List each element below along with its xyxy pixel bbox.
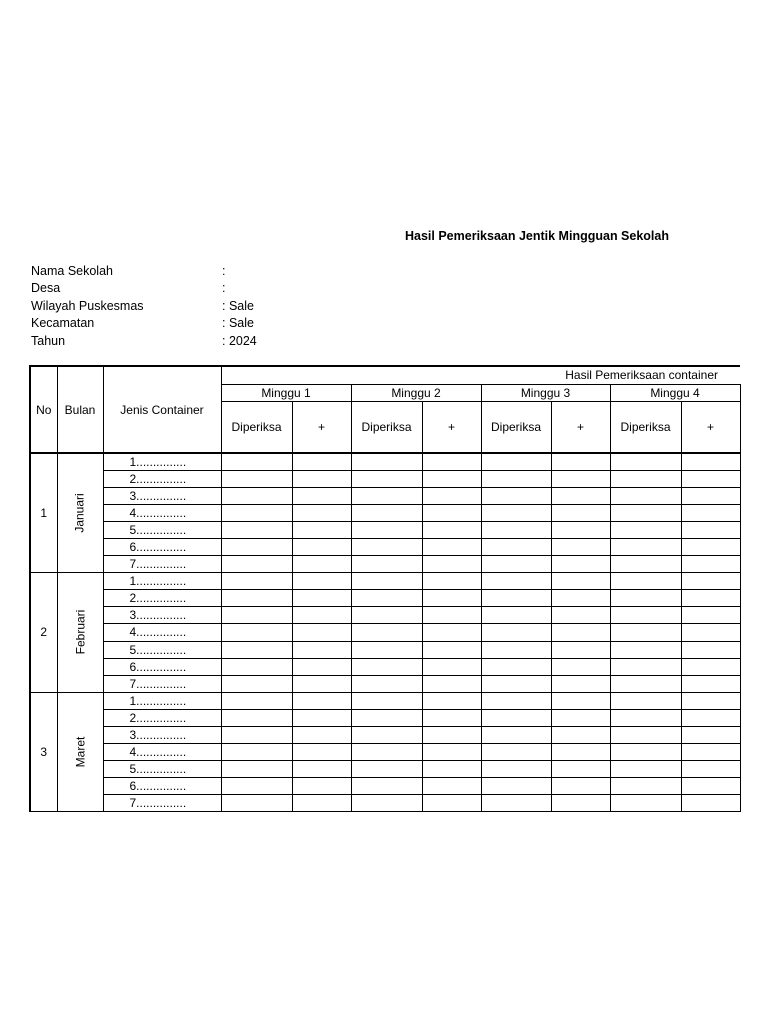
entry-cell[interactable] bbox=[351, 453, 422, 470]
entry-cell[interactable] bbox=[681, 744, 740, 761]
entry-cell[interactable] bbox=[481, 487, 551, 504]
entry-cell[interactable] bbox=[292, 658, 351, 675]
entry-cell[interactable] bbox=[551, 727, 610, 744]
entry-cell[interactable] bbox=[221, 778, 292, 795]
container-item: 3............... bbox=[103, 607, 221, 624]
entry-cell[interactable] bbox=[681, 658, 740, 675]
inspection-table bbox=[29, 365, 741, 812]
container-item: 2............... bbox=[103, 470, 221, 487]
entry-cell[interactable] bbox=[481, 573, 551, 590]
info-label: Tahun bbox=[31, 333, 66, 348]
header-diperiksa: Diperiksa bbox=[610, 401, 681, 453]
entry-cell[interactable] bbox=[221, 453, 292, 470]
table-row bbox=[30, 521, 740, 538]
entry-cell[interactable] bbox=[422, 470, 481, 487]
entry-cell[interactable] bbox=[551, 538, 610, 555]
table-row bbox=[30, 470, 740, 487]
entry-cell[interactable] bbox=[610, 624, 681, 641]
entry-cell[interactable] bbox=[351, 487, 422, 504]
container-item: 4............... bbox=[103, 624, 221, 641]
entry-cell[interactable] bbox=[481, 795, 551, 812]
entry-cell[interactable] bbox=[681, 573, 740, 590]
entry-cell[interactable] bbox=[551, 744, 610, 761]
table-row bbox=[30, 778, 740, 795]
entry-cell[interactable] bbox=[551, 590, 610, 607]
entry-cell[interactable] bbox=[551, 641, 610, 658]
entry-cell[interactable] bbox=[610, 675, 681, 692]
month-name-cell bbox=[57, 453, 103, 573]
info-label: Desa bbox=[31, 281, 61, 296]
entry-cell[interactable] bbox=[422, 727, 481, 744]
container-item: 4............... bbox=[103, 504, 221, 521]
entry-cell[interactable] bbox=[292, 521, 351, 538]
container-item: 3............... bbox=[103, 727, 221, 744]
header-jenis-container: Jenis Container bbox=[103, 366, 221, 453]
table-row bbox=[30, 556, 740, 573]
entry-cell[interactable] bbox=[551, 607, 610, 624]
entry-cell[interactable] bbox=[351, 795, 422, 812]
table-row bbox=[30, 641, 740, 658]
header-positive: + bbox=[292, 401, 351, 453]
table-row bbox=[30, 607, 740, 624]
entry-cell[interactable] bbox=[681, 778, 740, 795]
entry-cell[interactable] bbox=[481, 709, 551, 726]
entry-cell[interactable] bbox=[610, 795, 681, 812]
container-item: 5............... bbox=[103, 761, 221, 778]
container-item: 5............... bbox=[103, 521, 221, 538]
entry-cell[interactable] bbox=[422, 538, 481, 555]
month-name-cell bbox=[57, 573, 103, 693]
entry-cell[interactable] bbox=[292, 624, 351, 641]
entry-cell[interactable] bbox=[422, 709, 481, 726]
header-no: No bbox=[30, 366, 57, 453]
table-row bbox=[30, 761, 740, 778]
entry-cell[interactable] bbox=[481, 590, 551, 607]
entry-cell[interactable] bbox=[551, 795, 610, 812]
entry-cell[interactable] bbox=[422, 744, 481, 761]
entry-cell[interactable] bbox=[292, 607, 351, 624]
table-row bbox=[30, 795, 740, 812]
entry-cell[interactable] bbox=[551, 487, 610, 504]
entry-cell[interactable] bbox=[292, 504, 351, 521]
entry-cell[interactable] bbox=[481, 658, 551, 675]
entry-cell[interactable] bbox=[481, 675, 551, 692]
entry-cell[interactable] bbox=[681, 590, 740, 607]
document-title: Hasil Pemeriksaan Jentik Mingguan Sekolah bbox=[405, 229, 669, 243]
month-number: 1 bbox=[30, 453, 57, 573]
table-row bbox=[30, 624, 740, 641]
entry-cell[interactable] bbox=[292, 675, 351, 692]
table-row bbox=[30, 658, 740, 675]
entry-cell[interactable] bbox=[351, 641, 422, 658]
entry-cell[interactable] bbox=[551, 624, 610, 641]
header-diperiksa: Diperiksa bbox=[351, 401, 422, 453]
container-item: 1............... bbox=[103, 573, 221, 590]
info-row-tahun bbox=[31, 333, 331, 350]
entry-cell[interactable] bbox=[422, 556, 481, 573]
entry-cell[interactable] bbox=[422, 692, 481, 709]
month-name: Januari bbox=[72, 493, 87, 533]
info-row-desa bbox=[31, 280, 331, 297]
info-value: : Sale bbox=[222, 316, 254, 331]
header-diperiksa: Diperiksa bbox=[221, 401, 292, 453]
entry-cell[interactable] bbox=[422, 675, 481, 692]
entry-cell[interactable] bbox=[481, 624, 551, 641]
entry-cell[interactable] bbox=[221, 556, 292, 573]
entry-cell[interactable] bbox=[292, 727, 351, 744]
entry-cell[interactable] bbox=[422, 521, 481, 538]
entry-cell[interactable] bbox=[422, 641, 481, 658]
table-row bbox=[30, 573, 740, 590]
container-item: 1............... bbox=[103, 453, 221, 470]
entry-cell[interactable] bbox=[481, 538, 551, 555]
container-item: 5............... bbox=[103, 641, 221, 658]
entry-cell[interactable] bbox=[351, 778, 422, 795]
container-item: 6............... bbox=[103, 778, 221, 795]
entry-cell[interactable] bbox=[292, 761, 351, 778]
container-item: 1............... bbox=[103, 692, 221, 709]
entry-cell[interactable] bbox=[681, 470, 740, 487]
entry-cell[interactable] bbox=[422, 761, 481, 778]
entry-cell[interactable] bbox=[351, 538, 422, 555]
entry-cell[interactable] bbox=[610, 453, 681, 470]
header-diperiksa: Diperiksa bbox=[481, 401, 551, 453]
entry-cell[interactable] bbox=[681, 795, 740, 812]
entry-cell[interactable] bbox=[292, 453, 351, 470]
entry-cell[interactable] bbox=[221, 675, 292, 692]
header-hasil-pemeriksaan: Hasil Pemeriksaan container bbox=[221, 366, 740, 384]
entry-cell[interactable] bbox=[551, 573, 610, 590]
entry-cell[interactable] bbox=[551, 556, 610, 573]
header-positive: + bbox=[422, 401, 481, 453]
entry-cell[interactable] bbox=[422, 573, 481, 590]
info-label: Wilayah Puskesmas bbox=[31, 298, 144, 313]
header-minggu-3: Minggu 3 bbox=[481, 384, 610, 401]
entry-cell[interactable] bbox=[351, 590, 422, 607]
entry-cell[interactable] bbox=[351, 727, 422, 744]
entry-cell[interactable] bbox=[610, 727, 681, 744]
entry-cell[interactable] bbox=[681, 538, 740, 555]
entry-cell[interactable] bbox=[351, 692, 422, 709]
entry-cell[interactable] bbox=[681, 692, 740, 709]
entry-cell[interactable] bbox=[221, 709, 292, 726]
entry-cell[interactable] bbox=[292, 538, 351, 555]
entry-cell[interactable] bbox=[681, 709, 740, 726]
entry-cell[interactable] bbox=[610, 538, 681, 555]
entry-cell[interactable] bbox=[292, 487, 351, 504]
entry-cell[interactable] bbox=[221, 470, 292, 487]
entry-cell[interactable] bbox=[481, 607, 551, 624]
entry-cell[interactable] bbox=[292, 641, 351, 658]
entry-cell[interactable] bbox=[610, 778, 681, 795]
entry-cell[interactable] bbox=[551, 521, 610, 538]
entry-cell[interactable] bbox=[292, 795, 351, 812]
entry-cell[interactable] bbox=[681, 641, 740, 658]
entry-cell[interactable] bbox=[481, 692, 551, 709]
entry-cell[interactable] bbox=[351, 744, 422, 761]
table-row bbox=[30, 504, 740, 521]
entry-cell[interactable] bbox=[221, 692, 292, 709]
entry-cell[interactable] bbox=[292, 556, 351, 573]
entry-cell[interactable] bbox=[221, 487, 292, 504]
container-item: 3............... bbox=[103, 487, 221, 504]
info-value: : Sale bbox=[222, 298, 254, 313]
entry-cell[interactable] bbox=[221, 521, 292, 538]
entry-cell[interactable] bbox=[551, 761, 610, 778]
entry-cell[interactable] bbox=[221, 607, 292, 624]
entry-cell[interactable] bbox=[221, 727, 292, 744]
entry-cell[interactable] bbox=[681, 727, 740, 744]
info-label: Nama Sekolah bbox=[31, 264, 113, 278]
entry-cell[interactable] bbox=[681, 556, 740, 573]
table-row bbox=[30, 727, 740, 744]
info-label: Kecamatan bbox=[31, 316, 95, 331]
entry-cell[interactable] bbox=[481, 521, 551, 538]
entry-cell[interactable] bbox=[610, 487, 681, 504]
entry-cell[interactable] bbox=[481, 641, 551, 658]
info-row-kecamatan bbox=[31, 315, 331, 332]
info-row-wilayah-puskesmas bbox=[31, 298, 331, 315]
entry-cell[interactable] bbox=[292, 590, 351, 607]
entry-cell[interactable] bbox=[610, 607, 681, 624]
header-positive: + bbox=[551, 401, 610, 453]
entry-cell[interactable] bbox=[422, 504, 481, 521]
month-name: Maret bbox=[73, 736, 87, 768]
entry-cell[interactable] bbox=[481, 727, 551, 744]
entry-cell[interactable] bbox=[292, 709, 351, 726]
entry-cell[interactable] bbox=[681, 504, 740, 521]
info-value: : 2024 bbox=[222, 333, 257, 348]
entry-cell[interactable] bbox=[610, 573, 681, 590]
entry-cell[interactable] bbox=[551, 453, 610, 470]
month-name-cell bbox=[57, 692, 103, 812]
entry-cell[interactable] bbox=[610, 590, 681, 607]
entry-cell[interactable] bbox=[292, 470, 351, 487]
header-minggu-2: Minggu 2 bbox=[351, 384, 481, 401]
info-value: : bbox=[222, 281, 226, 296]
entry-cell[interactable] bbox=[551, 504, 610, 521]
entry-cell[interactable] bbox=[551, 709, 610, 726]
table-row bbox=[30, 538, 740, 555]
entry-cell[interactable] bbox=[351, 470, 422, 487]
entry-cell[interactable] bbox=[551, 778, 610, 795]
entry-cell[interactable] bbox=[351, 607, 422, 624]
entry-cell[interactable] bbox=[551, 470, 610, 487]
entry-cell[interactable] bbox=[351, 761, 422, 778]
entry-cell[interactable] bbox=[292, 744, 351, 761]
entry-cell[interactable] bbox=[292, 692, 351, 709]
entry-cell[interactable] bbox=[610, 709, 681, 726]
info-row-nama-sekolah bbox=[31, 263, 331, 280]
header-bulan: Bulan bbox=[57, 366, 103, 453]
entry-cell[interactable] bbox=[351, 521, 422, 538]
table-row bbox=[30, 487, 740, 504]
entry-cell[interactable] bbox=[681, 521, 740, 538]
entry-cell[interactable] bbox=[610, 641, 681, 658]
container-item: 7............... bbox=[103, 675, 221, 692]
entry-cell[interactable] bbox=[351, 504, 422, 521]
entry-cell[interactable] bbox=[221, 658, 292, 675]
entry-cell[interactable] bbox=[681, 675, 740, 692]
entry-cell[interactable] bbox=[481, 556, 551, 573]
entry-cell[interactable] bbox=[422, 658, 481, 675]
entry-cell[interactable] bbox=[292, 573, 351, 590]
entry-cell[interactable] bbox=[351, 675, 422, 692]
entry-cell[interactable] bbox=[610, 521, 681, 538]
header-minggu-1: Minggu 1 bbox=[221, 384, 351, 401]
header-minggu-4: Minggu 4 bbox=[610, 384, 740, 401]
entry-cell[interactable] bbox=[610, 658, 681, 675]
entry-cell[interactable] bbox=[481, 453, 551, 470]
container-item: 2............... bbox=[103, 709, 221, 726]
entry-cell[interactable] bbox=[221, 573, 292, 590]
entry-cell[interactable] bbox=[422, 778, 481, 795]
table-row bbox=[30, 590, 740, 607]
entry-cell[interactable] bbox=[221, 504, 292, 521]
entry-cell[interactable] bbox=[422, 487, 481, 504]
entry-cell[interactable] bbox=[551, 692, 610, 709]
entry-cell[interactable] bbox=[422, 624, 481, 641]
entry-cell[interactable] bbox=[481, 744, 551, 761]
entry-cell[interactable] bbox=[610, 761, 681, 778]
entry-cell[interactable] bbox=[351, 658, 422, 675]
entry-cell[interactable] bbox=[422, 607, 481, 624]
table-row bbox=[30, 453, 740, 470]
entry-cell[interactable] bbox=[292, 778, 351, 795]
info-value: : bbox=[222, 264, 226, 278]
container-item: 2............... bbox=[103, 590, 221, 607]
entry-cell[interactable] bbox=[681, 453, 740, 470]
entry-cell[interactable] bbox=[551, 658, 610, 675]
entry-cell[interactable] bbox=[422, 453, 481, 470]
entry-cell[interactable] bbox=[351, 624, 422, 641]
table-row bbox=[30, 709, 740, 726]
container-item: 7............... bbox=[103, 795, 221, 812]
entry-cell[interactable] bbox=[481, 778, 551, 795]
entry-cell[interactable] bbox=[221, 795, 292, 812]
table-row bbox=[30, 692, 740, 709]
table-row bbox=[30, 744, 740, 761]
header-positive: + bbox=[681, 401, 740, 453]
entry-cell[interactable] bbox=[610, 744, 681, 761]
container-item: 6............... bbox=[103, 538, 221, 555]
entry-cell[interactable] bbox=[221, 624, 292, 641]
entry-cell[interactable] bbox=[221, 641, 292, 658]
entry-cell[interactable] bbox=[481, 504, 551, 521]
entry-cell[interactable] bbox=[351, 709, 422, 726]
entry-cell[interactable] bbox=[681, 487, 740, 504]
container-item: 4............... bbox=[103, 744, 221, 761]
entry-cell[interactable] bbox=[681, 761, 740, 778]
entry-cell[interactable] bbox=[351, 556, 422, 573]
school-info bbox=[31, 263, 331, 350]
entry-cell[interactable] bbox=[481, 470, 551, 487]
month-number: 3 bbox=[30, 692, 57, 812]
container-item: 7............... bbox=[103, 556, 221, 573]
entry-cell[interactable] bbox=[551, 675, 610, 692]
month-number: 2 bbox=[30, 573, 57, 693]
month-name: Februari bbox=[73, 610, 87, 655]
entry-cell[interactable] bbox=[221, 744, 292, 761]
table-row bbox=[30, 675, 740, 692]
entry-cell[interactable] bbox=[610, 692, 681, 709]
entry-cell[interactable] bbox=[221, 761, 292, 778]
entry-cell[interactable] bbox=[481, 761, 551, 778]
entry-cell[interactable] bbox=[610, 470, 681, 487]
entry-cell[interactable] bbox=[610, 504, 681, 521]
entry-cell[interactable] bbox=[422, 590, 481, 607]
entry-cell[interactable] bbox=[221, 538, 292, 555]
entry-cell[interactable] bbox=[422, 795, 481, 812]
header-row-group bbox=[30, 366, 740, 384]
entry-cell[interactable] bbox=[681, 607, 740, 624]
entry-cell[interactable] bbox=[681, 624, 740, 641]
container-item: 6............... bbox=[103, 658, 221, 675]
entry-cell[interactable] bbox=[221, 590, 292, 607]
entry-cell[interactable] bbox=[610, 556, 681, 573]
entry-cell[interactable] bbox=[351, 573, 422, 590]
